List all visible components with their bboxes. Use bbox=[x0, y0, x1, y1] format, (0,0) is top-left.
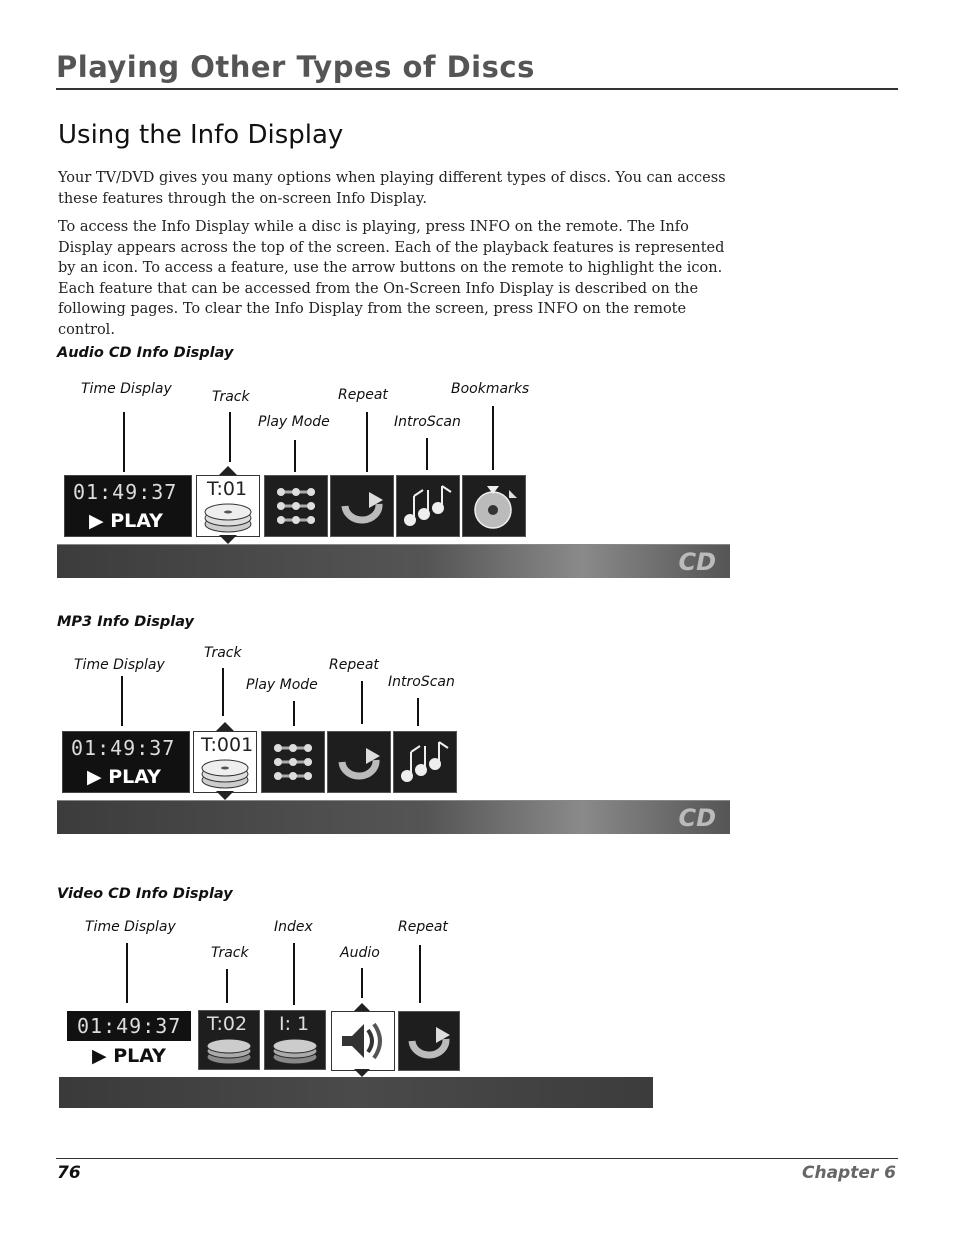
label-time-display: Time Display bbox=[74, 657, 165, 673]
label-index: Index bbox=[274, 919, 313, 935]
video-cd-heading: Video CD Info Display bbox=[57, 886, 233, 902]
disc-stack-icon bbox=[203, 500, 253, 534]
label-time-display: Time Display bbox=[81, 381, 172, 397]
time-readout: 01:49:37 bbox=[77, 1014, 182, 1038]
repeat-icon-button[interactable] bbox=[398, 1011, 460, 1071]
speaker-icon bbox=[338, 1016, 388, 1066]
bookmarks-icon-button[interactable] bbox=[462, 475, 526, 537]
bookmark-disc-icon bbox=[469, 480, 521, 532]
callout-line bbox=[361, 968, 363, 998]
track-icon-button[interactable] bbox=[196, 475, 260, 537]
intro-paragraph: Your TV/DVD gives you many options when playing different types of discs. You can access these features through the on-screen Info Display. bbox=[58, 170, 726, 207]
callout-line bbox=[361, 681, 363, 724]
play-icon: ▶ bbox=[92, 1045, 107, 1067]
disc-stack-icon bbox=[205, 1037, 253, 1067]
repeat-icon-button[interactable] bbox=[330, 475, 394, 537]
introscan-icon-button[interactable] bbox=[393, 731, 457, 793]
audio-icon-button[interactable] bbox=[331, 1011, 395, 1071]
disc-stack-icon bbox=[200, 756, 250, 790]
callout-line bbox=[426, 438, 428, 470]
callout-line bbox=[293, 943, 295, 1005]
page-header-title: Playing Other Types of Discs bbox=[56, 50, 535, 84]
label-audio: Audio bbox=[340, 945, 380, 961]
repeat-icon bbox=[339, 484, 385, 528]
play-label: PLAY bbox=[108, 766, 161, 788]
repeat-icon bbox=[336, 740, 382, 784]
mp3-heading: MP3 Info Display bbox=[57, 614, 195, 630]
arrow-up-icon bbox=[216, 722, 234, 731]
play-icon: ▶ bbox=[89, 510, 104, 532]
page-number: 76 bbox=[57, 1163, 81, 1183]
time-display-panel bbox=[64, 475, 192, 537]
introscan-icon-button[interactable] bbox=[396, 475, 460, 537]
arrow-down-icon bbox=[216, 791, 234, 800]
audio-cd-heading: Audio CD Info Display bbox=[57, 345, 234, 361]
callout-line bbox=[293, 701, 295, 726]
callout-line bbox=[294, 440, 296, 472]
arrow-down-icon bbox=[219, 535, 237, 544]
callout-line bbox=[226, 969, 228, 1003]
track-value: T:001 bbox=[201, 734, 254, 756]
label-introscan: IntroScan bbox=[388, 674, 455, 690]
info-display-bar bbox=[57, 544, 730, 578]
play-mode-icon bbox=[270, 740, 316, 784]
arrow-up-icon bbox=[219, 466, 237, 475]
callout-line bbox=[126, 943, 128, 1003]
cd-logo: CD bbox=[678, 548, 716, 576]
chapter-label: Chapter 6 bbox=[801, 1163, 896, 1183]
label-play-mode: Play Mode bbox=[246, 677, 318, 693]
play-icon: ▶ bbox=[87, 766, 102, 788]
header-rule bbox=[56, 88, 898, 90]
callout-line bbox=[417, 698, 419, 726]
play-label: PLAY bbox=[113, 1045, 166, 1067]
arrow-down-icon bbox=[354, 1069, 370, 1077]
play-mode-icon bbox=[273, 484, 319, 528]
time-readout: 01:49:37 bbox=[73, 480, 178, 504]
label-introscan: IntroScan bbox=[394, 414, 461, 430]
play-status bbox=[92, 1045, 166, 1067]
track-icon-button[interactable] bbox=[193, 731, 257, 793]
callout-line bbox=[229, 412, 231, 462]
footer-rule bbox=[56, 1158, 898, 1159]
label-repeat: Repeat bbox=[329, 657, 379, 673]
callout-line bbox=[123, 412, 125, 472]
time-display-panel bbox=[62, 731, 190, 793]
index-value: I: 1 bbox=[279, 1013, 310, 1035]
play-mode-icon-button[interactable] bbox=[264, 475, 328, 537]
index-icon-button[interactable] bbox=[264, 1010, 326, 1070]
music-notes-icon bbox=[398, 738, 452, 786]
label-bookmarks: Bookmarks bbox=[451, 381, 530, 397]
callout-line bbox=[419, 945, 421, 1003]
callout-line bbox=[222, 668, 224, 716]
time-display-panel bbox=[67, 1011, 191, 1041]
disc-stack-icon bbox=[271, 1037, 319, 1067]
arrow-up-icon bbox=[354, 1003, 370, 1011]
music-notes-icon bbox=[401, 482, 455, 530]
callout-line bbox=[492, 406, 494, 470]
callout-line bbox=[121, 676, 123, 726]
label-repeat: Repeat bbox=[398, 919, 448, 935]
play-status bbox=[89, 510, 163, 532]
label-track: Track bbox=[212, 389, 250, 405]
label-repeat: Repeat bbox=[338, 387, 388, 403]
time-readout: 01:49:37 bbox=[71, 736, 176, 760]
label-time-display: Time Display bbox=[85, 919, 176, 935]
play-mode-icon-button[interactable] bbox=[261, 731, 325, 793]
instructions-paragraph: To access the Info Display while a disc is playing, press INFO on the remote. The Info Display appears across the top of the screen. Each of the playback features is represented by an icon. To access a feature, use the arrow buttons on the remote to highlight the icon. Each feature that can be accessed from the On-Screen Info Display is described on the following pages. To clear the Info Display from the screen, press INFO on the remote control. bbox=[58, 219, 725, 338]
callout-line bbox=[366, 412, 368, 472]
repeat-icon-button[interactable] bbox=[327, 731, 391, 793]
cd-logo: CD bbox=[678, 804, 716, 832]
play-status bbox=[87, 766, 161, 788]
label-track: Track bbox=[204, 645, 242, 661]
track-icon-button[interactable] bbox=[198, 1010, 260, 1070]
label-track: Track bbox=[211, 945, 249, 961]
repeat-icon bbox=[406, 1019, 452, 1063]
label-play-mode: Play Mode bbox=[258, 414, 330, 430]
info-display-bar bbox=[57, 800, 730, 834]
track-value: T:01 bbox=[207, 478, 248, 500]
section-title: Using the Info Display bbox=[58, 120, 344, 150]
info-display-bar bbox=[59, 1077, 653, 1108]
play-label: PLAY bbox=[110, 510, 163, 532]
track-value: T:02 bbox=[207, 1013, 248, 1035]
